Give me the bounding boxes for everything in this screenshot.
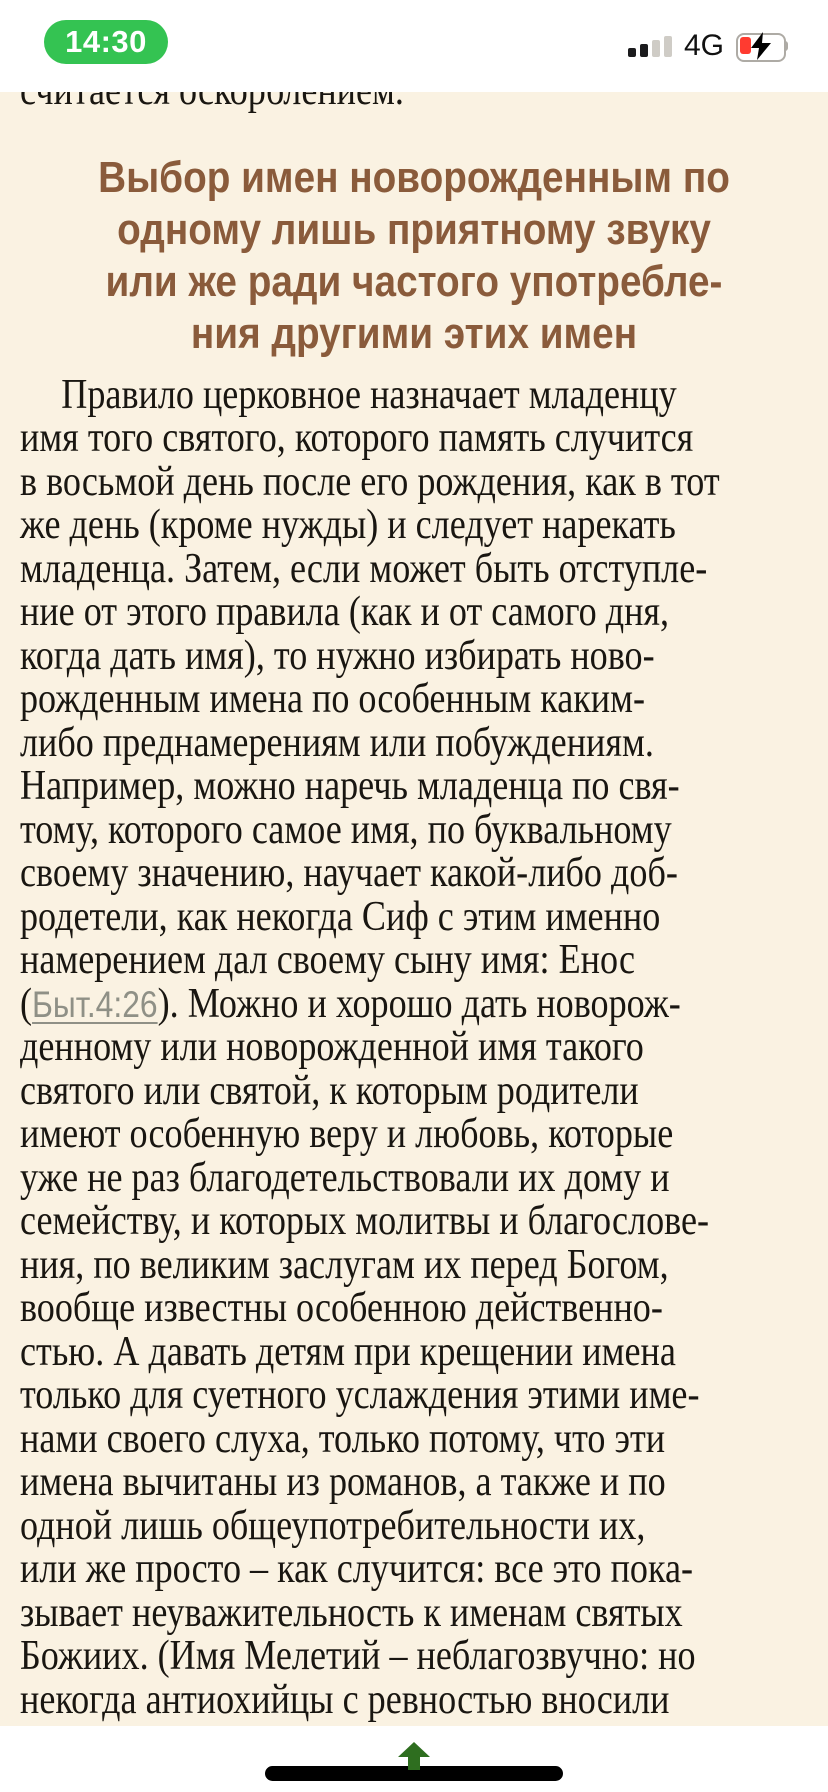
text-line: Правило церковное назначает младенцу — [61, 371, 677, 418]
text-line: своему значению, научает какой-либо доб- — [20, 850, 678, 896]
text-line: либо преднамерениям или побуждениям. — [20, 719, 654, 766]
text-line: денному или новорожденной имя такого — [20, 1024, 644, 1070]
heading-line: ния другими этих имен — [190, 308, 638, 358]
text-line: Божиих. (Имя Мелетий – неблагозвучно: но — [20, 1633, 696, 1679]
text-line: в восьмой день после его рождения, как в тот — [20, 458, 720, 505]
text-line: уже не раз благодетельствовали их дому и — [20, 1154, 670, 1201]
active-call-time-pill[interactable] — [44, 20, 168, 64]
scroll-to-top-arrow-icon[interactable] — [396, 1742, 432, 1770]
heading-line: одному лишь приятному звуку — [117, 204, 711, 254]
text-line: рожденным имена по особенным каким- — [20, 676, 646, 722]
text-line: вообще известны особенною действенно- — [20, 1285, 663, 1331]
heading-line: Выбор имен новорожденным по — [98, 152, 730, 202]
heading-line: или же ради частого употребле- — [105, 256, 723, 306]
text-fragment: ( — [20, 980, 33, 1027]
text-line: тому, которого самое имя, по буквальному — [20, 806, 672, 853]
text-line: семейству, и которых молитвы и благослове- — [20, 1198, 710, 1244]
text-line: Например, можно наречь младенца по свя- — [20, 763, 680, 809]
text-fragment: ). Можно и хорошо дать новорож- — [157, 980, 681, 1027]
text-line: нами своего слуха, только потому, что эти — [20, 1415, 666, 1462]
text-line: имя того святого, которого память случится — [20, 415, 694, 461]
bottom-bar — [0, 1726, 828, 1792]
clock-time: 14:30 — [65, 24, 147, 59]
status-icons — [628, 0, 794, 92]
text-line: или же просто – как случится: все это пока- — [20, 1546, 694, 1592]
bible-verse-link[interactable]: Быт.4:26 — [32, 983, 158, 1025]
text-line: намерением дал своему сыну имя: Енос — [20, 937, 635, 983]
reader-content — [0, 92, 828, 1726]
text-line: имена вычитаны из романов, а также и по — [20, 1459, 666, 1505]
article-body — [20, 371, 808, 1723]
battery-charging-icon — [736, 31, 794, 61]
text-line: младенца. Затем, если может быть отступле- — [20, 545, 708, 592]
text-line: ние от этого правила (как и от самого дня, — [20, 589, 670, 635]
text-line: ния, по великим заслугам их перед Богом, — [20, 1241, 669, 1288]
cellular-signal-icon — [628, 35, 672, 57]
text-line: только для суетного услаждения этими име- — [20, 1372, 700, 1418]
text-line: родетели, как некогда Сиф с этим именно — [20, 893, 661, 940]
text-line: святого или святой, к которым родители — [20, 1067, 639, 1114]
text-line: когда дать имя), то нужно избирать ново- — [20, 632, 655, 679]
text-line-with-link — [20, 980, 698, 1027]
status-bar — [0, 0, 828, 92]
network-type-label: 4G — [683, 29, 724, 62]
section-heading — [20, 152, 808, 360]
text-line: стью. А давать детям при крещении имена — [20, 1328, 676, 1375]
text-line: имеют особенную веру и любовь, которые — [20, 1111, 674, 1157]
text-line: одной лишь общеупотребительности их, — [20, 1502, 646, 1549]
lightning-bolt-icon — [747, 31, 775, 61]
text-line: некогда антиохийцы с ревностью вносили — [20, 1676, 670, 1723]
text-line: же день (кроме нужды) и следует нарекать — [20, 502, 676, 548]
text-line: зывает неуважительность к именам святых — [20, 1589, 683, 1636]
